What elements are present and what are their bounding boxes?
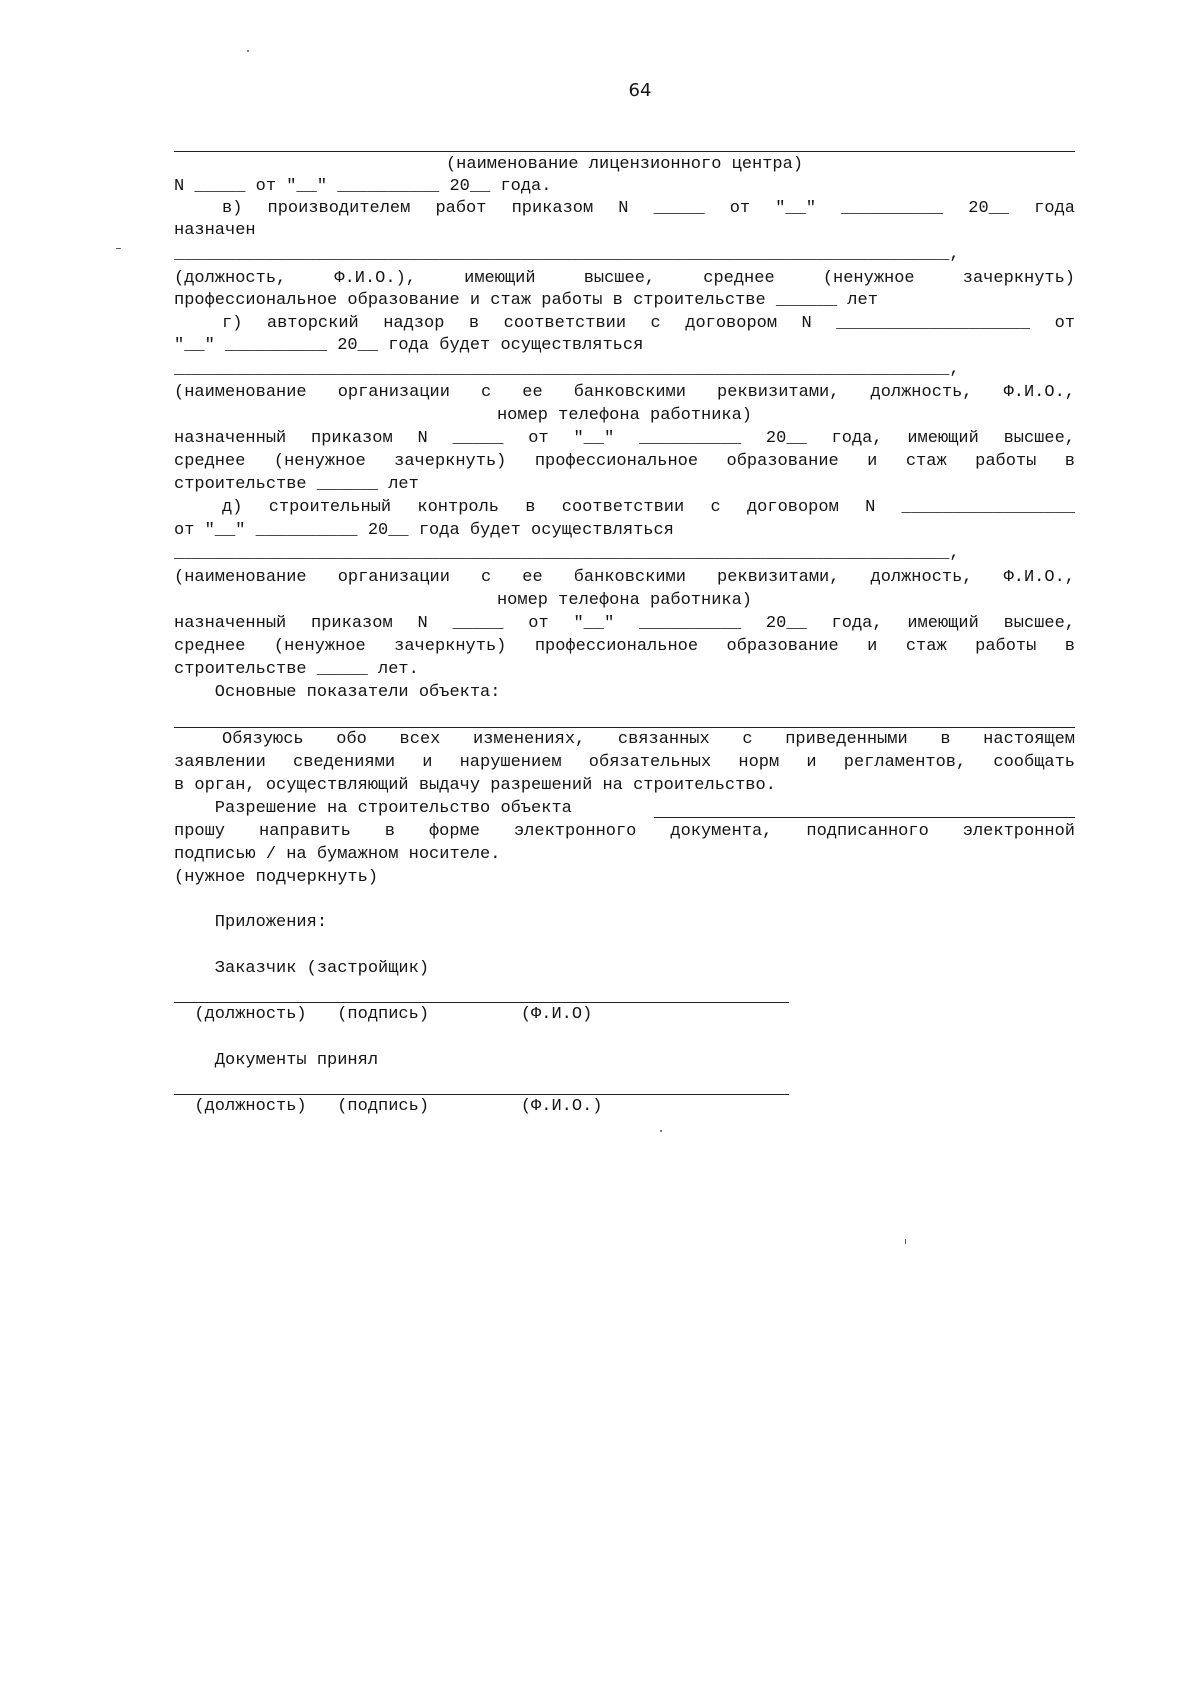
scan-speck bbox=[660, 1130, 662, 1132]
works-producer-line: в) производителем работ приказом N _____ от "__" __________ 20__ года bbox=[222, 199, 1075, 218]
construction-control-line: д) строительный контроль в соответствии с договором N _________________ bbox=[222, 498, 1075, 517]
phone-caption: номер телефона работника) bbox=[496, 406, 753, 425]
position-name-caption: (должность, Ф.И.О.), имеющий высшее, среднее (ненужное зачеркнуть) bbox=[174, 269, 1075, 288]
obligation-paragraph-line-1: Обязуюсь обо всех изменениях, связанных с приведенными в настоящем bbox=[222, 730, 1075, 749]
scan-speck bbox=[905, 1239, 906, 1244]
delivery-format-line: прошу направить в форме электронного документа, подписанного электронной bbox=[174, 822, 1075, 841]
customer-signature-caption: (должность) (подпись) (Ф.И.О) bbox=[174, 1005, 593, 1024]
receiver-signature-line bbox=[174, 1094, 789, 1095]
receiver-signature-caption: (должность) (подпись) (Ф.И.О.) bbox=[174, 1097, 603, 1116]
scan-speck bbox=[116, 248, 121, 249]
education-experience-line: профессиональное образование и стаж работы в строительстве ______ лет bbox=[174, 291, 878, 310]
object-indicators-label: Основные показатели объекта: bbox=[174, 683, 501, 702]
experience-years-line-2: строительстве _____ лет. bbox=[174, 660, 419, 679]
licensing-center-caption: (наименование лицензионного центра) bbox=[445, 155, 804, 174]
appointed-order-line: назначенный приказом N _____ от "__" __________ 20__ года, имеющий высшее, bbox=[174, 429, 1075, 448]
received-label: Документы принял bbox=[174, 1051, 379, 1070]
underline-note: (нужное подчеркнуть) bbox=[174, 868, 379, 887]
appointed-order-line-2: назначенный приказом N _____ от "__" __________ 20__ года, имеющий высшее, bbox=[174, 614, 1075, 633]
permit-label: Разрешение на строительство объекта bbox=[174, 799, 572, 818]
construction-control-date-line: от "__" __________ 20__ года будет осуществляться bbox=[174, 521, 674, 540]
author-supervision-date-line: "__" __________ 20__ года будет осуществляться bbox=[174, 336, 644, 355]
licensing-center-line bbox=[174, 151, 1075, 152]
order-number-line: N _____ от "__" __________ 20__ года. bbox=[174, 177, 552, 196]
appointed-label: назначен bbox=[174, 221, 256, 240]
author-supervision-line: г) авторский надзор в соответствии с договором N ___________________ от bbox=[222, 314, 1075, 333]
obligation-paragraph-line-2: заявлении сведениями и нарушением обязательных норм и регламентов, сообщать bbox=[174, 753, 1075, 772]
customer-signature-line bbox=[174, 1002, 789, 1003]
scan-speck bbox=[247, 50, 249, 52]
producer-fill-line: ____________________________________________________________________________, bbox=[174, 245, 960, 264]
signature-medium-line: подписью / на бумажном носителе. bbox=[174, 845, 501, 864]
page-number: 64 bbox=[628, 80, 652, 101]
education-line: среднее (ненужное зачеркнуть) профессиональное образование и стаж работы в bbox=[174, 452, 1075, 471]
experience-years-line: строительстве ______ лет bbox=[174, 475, 419, 494]
org-requisites-caption-2: (наименование организации с ее банковскими реквизитами, должность, Ф.И.О., bbox=[174, 568, 1075, 587]
org-requisites-caption: (наименование организации с ее банковскими реквизитами, должность, Ф.И.О., bbox=[174, 383, 1075, 402]
object-indicators-line bbox=[174, 727, 1075, 728]
education-line-2: среднее (ненужное зачеркнуть) профессиональное образование и стаж работы в bbox=[174, 637, 1075, 656]
permit-object-fill bbox=[654, 817, 1075, 818]
control-org-fill-line: ____________________________________________________________________________, bbox=[174, 544, 960, 563]
author-org-fill-line: ____________________________________________________________________________, bbox=[174, 360, 960, 379]
obligation-paragraph-line-3: в орган, осуществляющий выдачу разрешений на строительство. bbox=[174, 776, 776, 795]
attachments-label: Приложения: bbox=[174, 913, 328, 932]
phone-caption-2: номер телефона работника) bbox=[496, 591, 753, 610]
customer-label: Заказчик (застройщик) bbox=[174, 959, 430, 978]
